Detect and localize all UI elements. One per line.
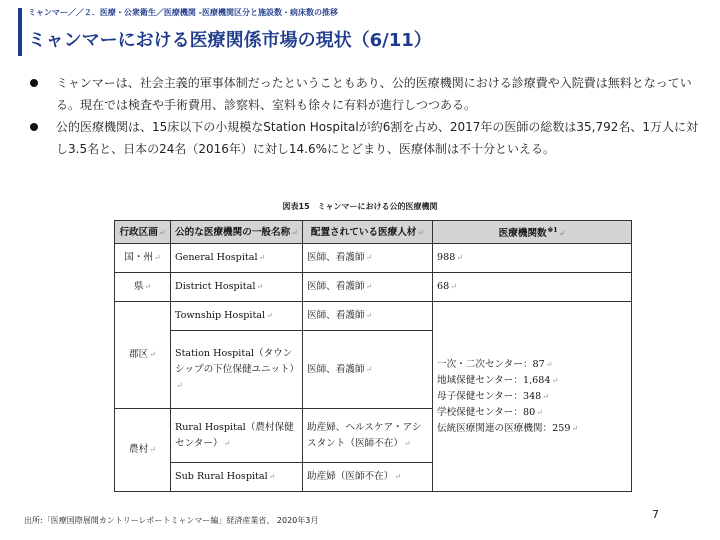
- header-area: 行政区画↵: [115, 221, 171, 244]
- cell-name: Rural Hospital（農村保健センター）↵: [171, 409, 303, 463]
- breadcrumb: ミャンマー／／２．医療・公衆衛生／医療機関 -医療機関区分と施設数・病床数の推移: [28, 8, 338, 17]
- medical-facility-table: [114, 220, 632, 492]
- cell-area: 県↵: [115, 273, 171, 302]
- figure-caption: 図表15 ミャンマーにおける公的医療機関: [282, 202, 438, 211]
- cell-count: 68↵: [433, 273, 632, 302]
- cell-staff: 医師、看護師↵: [303, 244, 433, 273]
- cell-staff: 医師、看護師↵: [303, 331, 433, 409]
- bullet-dot-icon: [30, 123, 38, 131]
- bullet-item: [30, 72, 700, 116]
- page-number: 7: [652, 508, 659, 521]
- table-row: [115, 302, 632, 331]
- cell-name: Station Hospital（タウンシップの下位保健ユニット）↵: [171, 331, 303, 409]
- cell-staff: 医師、看護師↵: [303, 273, 433, 302]
- page-title: ミャンマーにおける医療関係市場の現状（6/11）: [28, 30, 432, 51]
- count-line: 地域保健センター：1,684↵: [437, 374, 559, 386]
- cell-staff: 助産婦（医師不在）↵: [303, 462, 433, 491]
- cell-staff: 医師、看護師↵: [303, 302, 433, 331]
- header-staff: 配置されている医療人材↵: [303, 221, 433, 244]
- cell-name: District Hospital↵: [171, 273, 303, 302]
- header-name: 公的な医療機関の一般名称↵: [171, 221, 303, 244]
- count-line: 伝統医療関連の医療機関：259↵: [437, 422, 579, 434]
- cell-name: Sub Rural Hospital↵: [171, 462, 303, 491]
- cell-area: 国・州↵: [115, 244, 171, 273]
- table-header-row: [115, 221, 632, 244]
- bullet-text: 公的医療機関は、15床以下の小規模なStation Hospitalが約6割を占め、2017年の医師の総数は35,792名、1万人に対し3.5名と、日本の24名（2016年）に対し14.6%にとどまり、医療体制は不十分といえる。: [56, 120, 699, 156]
- title-accent-bar: [18, 8, 22, 56]
- header-count: 医療機関数$^{※1}$↵: [433, 221, 632, 244]
- source-citation: 出所:「医療国際展開カントリーレポートミャンマー編」経済産業省、 2020年3月: [24, 516, 319, 525]
- bullet-item: [30, 116, 700, 160]
- bullet-list: [30, 72, 700, 160]
- bullet-text: ミャンマーは、社会主義的軍事体制だったということもあり、公的医療機関における診療費や入院費は無料となっている。現在では検査や手術費用、診察料、室料も徐々に有料が進行しつつある。: [56, 76, 692, 112]
- table-row: [115, 273, 632, 302]
- cell-area: 農村↵: [115, 409, 171, 492]
- count-line: 一次・二次センター：87↵: [437, 358, 553, 370]
- cell-staff: 助産婦、ヘルスケア・アシスタント（医師不在）↵: [303, 409, 433, 463]
- cell-count-merged: [433, 302, 632, 492]
- table-row: [115, 244, 632, 273]
- cell-area: 郡区↵: [115, 302, 171, 409]
- count-line: 学校保健センター：80↵: [437, 406, 543, 418]
- bullet-dot-icon: [30, 79, 38, 87]
- cell-name: General Hospital↵: [171, 244, 303, 273]
- cell-name: Township Hospital↵: [171, 302, 303, 331]
- count-line: 母子保健センター：348↵: [437, 390, 549, 402]
- cell-count: 988↵: [433, 244, 632, 273]
